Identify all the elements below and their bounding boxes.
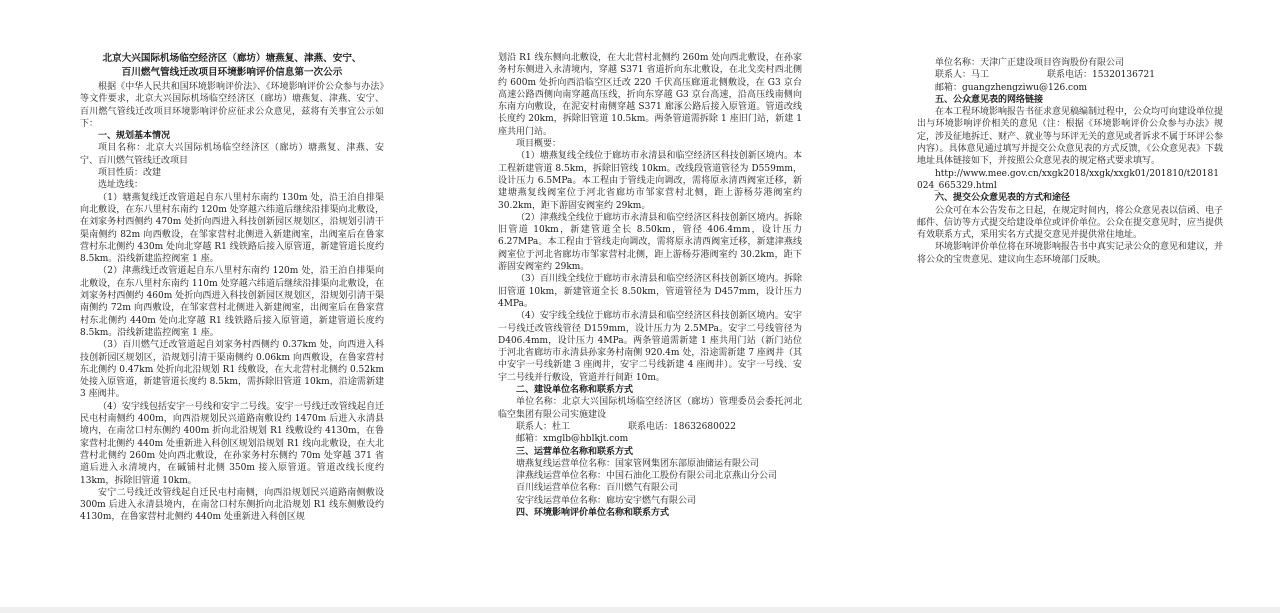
column-1: [80, 52, 384, 524]
section-5-heading: 五、公众意见表的网络链接: [935, 94, 1044, 105]
intro-paragraph: 根据《中华人民共和国环境影响评价法》、《环境影响评价公众参与办法》等文件要求，北京大兴国际机场临空经济区（廊坊）塘燕复、津燕、安宁、百川燃气管线迁改项目环境影响评价应征求公众意见，兹将有关事宜公示如下：: [80, 82, 384, 129]
section-4-heading: 四、环境影响评价单位名称和联系方式: [516, 507, 670, 518]
builder-name: 单位名称：北京大兴国际机场临空经济区（廊坊）管理委员会委托河北临空集团有限公司实施建设: [498, 397, 802, 420]
section-6-text-2: 环境影响评价单位将在环境影响报告书中真实记录公众的意见和建议，并将公众的宝贵意见、建议向生态环境部门反映。: [917, 242, 1224, 265]
overview-label: 项目概要：: [516, 139, 562, 150]
overview-item: （1）塘燕复线全线位于廊坊市永清县和临空经济区科技创新区境内。本工程新建管道 8.5km，拆除旧管线 10km。改线段管道管径为 D559mm，设计压力 6.5MPa。本工程由于管线走向调改，需将原永清西阀室迁移，新建塘燕复线阀室位于河北省廊坊市邹家营村北侧，距上游杨芬港阀室约 30.2km，距下游固安阀室约 29km。: [498, 151, 802, 211]
eia-phone: 联系电话：15320136721: [1047, 70, 1156, 81]
operator-item: 津燕线运营单位名称：中国石油化工股份有限公司北京燕山分公司: [516, 471, 778, 482]
route-item: （3）百川燃气迁改管道起自刘家务村西侧约 0.37km 处，向西进入科技创新园区规划区，沿规划引清干渠南侧约 0.06km 向西敷设，在鲁家营村东北侧约 0.47km 处折向北沿规划 R1 线敷设，在大北营村北侧约 0.52km 处接入原管道，新建管道长度约 8.5km，需拆除旧管道 10km，沿途需新建 3 座阀井。: [80, 340, 384, 400]
continuation-paragraph: 划沿 R1 线东侧向北敷设，在大北营村北侧约 260m 处向西北敷设，在孙家务村东侧进入永清境内，穿越 S371 省道折向东北敷设，在北戈奕村西北侧约 600m 处折向西沿临空区迁改 220 千伏高压廊道北侧敷设，在 G3 京台高速公路西侧向南穿越高压线，折向东穿越 G3 京台高速，沿高压线南侧向东南方向敷设，在泥安村南侧穿越 S371 廊涿公路后接入原管道。管道改线长度约 20km，拆除旧管道 10.5km。两条管道需拆除 1 座旧门站，新建 1 座共用门站。: [498, 53, 802, 137]
project-name: 项目名称：北京大兴国际机场临空经济区（廊坊）塘燕复、津燕、安宁、百川燃气管线迁改项目: [80, 143, 384, 166]
builder-email: 邮箱：xmglb@hblkjt.com: [516, 434, 629, 445]
anning-2-paragraph: 安宁二号线迁改管线起自迁民屯村南侧，向西沿规划民兴道路南侧敷设 300m 后进入永清县境内，在南岔口村东侧折向北沿规划 R1 线东侧敷设约 4130m，在鲁家营村北侧约 440m 处重新进入科创区规: [80, 487, 384, 523]
operator-item: 安宇线运营单位名称：廊坊安宇燃气有限公司: [516, 495, 697, 506]
builder-contact: 联系人：杜工: [516, 421, 571, 432]
section-5-text: 在本工程环境影响报告书征求意见稿编制过程中，公众均可向建设单位提出与环境影响评价相关的意见（注：根据《环境影响评价公众参与办法》规定，涉及征地拆迁、财产、就业等与环评无关的意见或者诉求不属于环评公参内容）。具体意见通过填写并提交公众意见表的方式反馈，《公众意见表》下载地址具体链接如下，并按照公众意见表的规定格式要求填写。: [917, 107, 1224, 167]
column-3: [917, 57, 1223, 266]
overview-item: （2）津燕线全线位于廊坊市永清县和临空经济区科技创新区境内。拆除旧管道 10km，新建管道全长 8.50km，管径 406.4mm，设计压力 6.27MPa。本工程由于管线走向调改，需将原永清西阀室迁移，新建津燕线阀室位于河北省廊坊市邹家营村北侧，距上游杨芬港阀室约 30.2km，距下游固安阀室约 29km。: [498, 212, 802, 273]
section-6-text-1: 公众可在本公告发布之日起，在规定时间内，将公众意见表以信函、电子邮件、信访等方式提交给建设单位或评价单位。公众在提交意见时，应当提供有效联系方式，采用实名方式提交意见并提供常住地址。: [917, 205, 1224, 241]
builder-phone: 联系电话：18632680022: [628, 421, 737, 432]
route-item: （4）安宇线包括安宇一号线和安宇二号线。安宇一号线迁改管线起自迁民屯村南侧约 400m，向西沿规划民兴道路南敷设约 1470m 后进入永清县境内，在南岔口村东侧约 400m 折向北沿规划 R1 线敷设约 4130m，在鲁家营村北侧约 440m 处重新进入科创区规划沿规划 R1 线向北敷设，在大北营村北侧约 260m 处向西北敷设，在孙家务村东侧约 70m 处穿越 371 省道后进入永清境内，在碱铺村北侧 350m 接入原管道。管道改线长度约 13km，拆除旧管道 10km。: [80, 401, 384, 486]
notice-title: [80, 52, 384, 80]
section-2-heading: 二、建设单位名称和联系方式: [516, 385, 634, 396]
route-item: （1）塘燕复线迁改管道起自东八里村东南约 130m 处，沿王泊自排渠向北敷设，在东八里村东南约 120m 处穿越六纬道后继续沿排渠向北敷设，在刘家务村西侧约 470m 处折向西进入科技创新园区规划区，沿规划引清干渠南侧约 82m 向西敷设，在邹家营村北侧进入新建阀室，出阀室后在鲁家营村东北侧约 430m 处向北穿越 R1 线铁路后接入原管道，新建管道长度约 8.5km。沿线新建监控阀室 1 座。: [80, 192, 384, 265]
route-label: 选址选线：: [98, 180, 144, 191]
overview-item: （3）百川线全线位于廊坊市永清县和临空经济区科技创新区境内。拆除旧管道 10km，新建管道全长 8.50km，管道管径为 D457mm，设计压力 4MPa。: [498, 274, 802, 309]
project-nature: 项目性质：改建: [98, 168, 162, 179]
bottom-scroll-strip: [0, 607, 1280, 613]
eia-contact: 联系人：马工: [935, 70, 990, 81]
operator-item: 百川线运营单位名称：百川燃气有限公司: [516, 483, 679, 494]
operator-item: 塘燕复线运营单位名称：国家管网集团东部原油储运有限公司: [516, 458, 760, 469]
notice-title-line-2: 百川燃气管线迁改项目环境影响评价信息第一次公示: [121, 67, 343, 78]
eia-contact-row: [917, 69, 1223, 81]
opinion-form-link: http://www.mee.gov.cn/xxgk2018/xxgk/xxgk01/201810/t20181024_665329.html: [917, 168, 1219, 191]
eia-unit-name: 单位名称：天津广正建设项目咨询股份有限公司: [935, 58, 1125, 68]
section-1-heading: 一、规划基本情况: [98, 131, 171, 142]
notice-title-line-1: 北京大兴国际机场临空经济区（廊坊）塘燕复、津燕、安宁、: [102, 53, 362, 64]
section-6-heading: 六、提交公众意见表的方式和途径: [935, 193, 1071, 204]
builder-contact-row: [498, 421, 802, 433]
overview-item: （4）安宇线全线位于廊坊市永清县和临空经济区科技创新区境内。安宇一号线迁改管线管径 D159mm，设计压力为 2.5MPa。安宇二号线管径为 D406.4mm，设计压力 4MPa。两条管道需新建 1 座共用门站（新门站位于河北省廊坊市永清县孙家务村南侧 920.4m 处，沿途需新建 7 座阀井（其中安宇一号线新建 3 座阀井，安宇二号线新建 4 座阀井）。安宇一号线、安宇二号线并行敷设，管道并行间距 10m。: [498, 311, 802, 383]
column-2: [498, 52, 802, 519]
eia-email: 邮箱：guangzhengziwu@126.com: [935, 82, 1088, 93]
route-item: （2）津燕线迁改管道起自东八里村东南约 120m 处，沿王泊自排渠向北敷设，在东八里村东南约 110m 处穿越六纬道后继续沿排渠向北敷设，在刘家务村西侧约 460m 处折向西进入科技创新园区规划区，沿规划引清干渠南侧约 72m 向西敷设，在邹家营村北侧进入新建阀室，出阀室后在鲁家营村东北侧约 440m 处向北穿越 R1 线铁路后接入原管道，新建管道长度约 8.5km。沿线新建监控阀室 1 座。: [80, 266, 384, 338]
section-3-heading: 三、运营单位名称和联系方式: [516, 446, 634, 457]
